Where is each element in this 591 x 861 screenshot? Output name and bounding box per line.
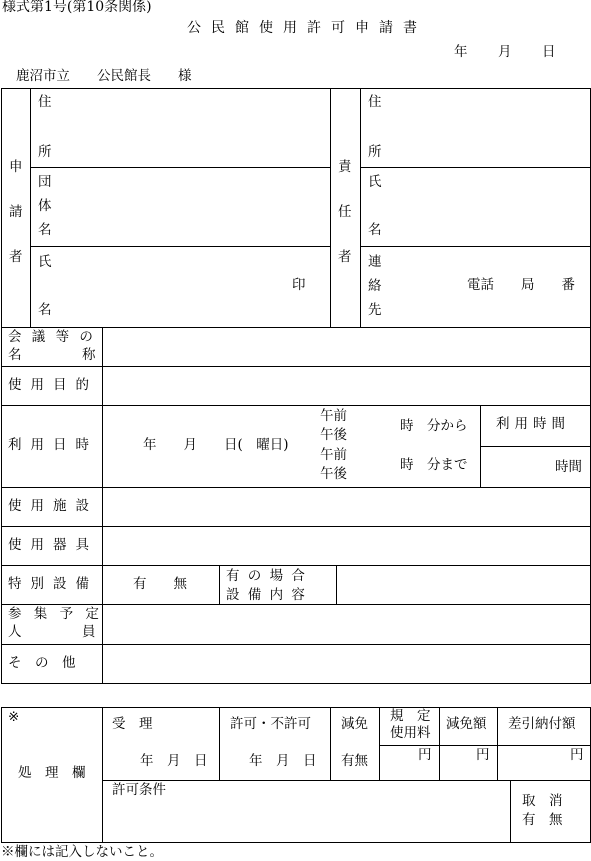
pm-1: 午後 — [320, 427, 347, 443]
reduction-yes-no[interactable]: 有無 — [341, 753, 368, 769]
attendees-field[interactable] — [106, 607, 586, 641]
responsible-contact-label-3: 先 — [368, 302, 382, 318]
attendees-label-2a: 人 — [8, 624, 22, 640]
if-yes-label-2: 設 備 内 容 — [226, 587, 307, 603]
fee-yen: 円 — [418, 747, 432, 763]
purpose-field[interactable] — [106, 369, 586, 402]
applicant-org-field[interactable] — [60, 170, 326, 242]
time-from: 時 分から — [400, 418, 468, 434]
permit-date: 年 月 日 — [249, 753, 317, 769]
date-fields: 年 月 日( 曜日) — [143, 437, 289, 453]
reduction-label: 減免 — [341, 716, 368, 732]
applicant-address-field[interactable] — [60, 92, 326, 164]
form-number: 様式第1号(第10条関係) — [2, 0, 152, 15]
date-day: 日 — [542, 44, 556, 60]
form-title: 公民館使用許可申請書 — [187, 20, 427, 36]
hours-unit: 時間 — [555, 459, 582, 475]
fee-label-1: 規 定 — [390, 708, 431, 724]
net-amount-label: 差引納付額 — [508, 716, 576, 732]
usage-hours-label: 利用時間 — [496, 416, 570, 432]
time-to: 時 分まで — [400, 457, 468, 473]
attendees-label-1: 参 集 予 定 — [8, 606, 103, 622]
responsible-name-label-2: 名 — [368, 222, 382, 238]
special-equipment-label: 特別設備 — [8, 576, 98, 592]
date-month: 月 — [498, 44, 512, 60]
date-year: 年 — [454, 44, 468, 60]
responsible-contact-label-1: 連 — [368, 254, 382, 270]
datetime-label: 利用日時 — [8, 437, 98, 453]
responsible-address-label-2: 所 — [368, 144, 382, 160]
meeting-name-field[interactable] — [106, 330, 586, 363]
applicant-name-field[interactable] — [60, 250, 286, 322]
special-yes-no[interactable]: 有 無 — [133, 576, 187, 592]
purpose-label: 使用目的 — [8, 377, 98, 393]
cancel-yes-no[interactable]: 有 無 — [522, 812, 563, 828]
responsible-contact-field[interactable] — [390, 250, 586, 322]
footer-note: ※欄には記入しないこと。 — [1, 844, 163, 860]
other-field[interactable] — [106, 647, 586, 681]
applicant-address-label-2: 所 — [38, 144, 52, 160]
responsible-contact-label-2: 絡 — [368, 278, 382, 294]
conditions-label: 許可条件 — [112, 782, 166, 798]
applicant-address-label-1: 住 — [38, 94, 52, 110]
cancel-label: 取 消 — [522, 793, 563, 809]
applicant-name-label-2: 名 — [38, 302, 52, 318]
applicant-side-label: 申 請 者 — [9, 159, 23, 265]
responsible-name-label-1: 氏 — [368, 174, 382, 190]
responsible-side-label: 責 任 者 — [338, 159, 352, 265]
phone-label: 電話 局 番 — [467, 277, 575, 293]
receipt-date: 年 月 日 — [140, 753, 208, 769]
responsible-address-label-1: 住 — [368, 94, 382, 110]
permit-label: 許可・不許可 — [230, 716, 311, 732]
receipt-label: 受 理 — [112, 716, 153, 732]
datetime-field[interactable] — [106, 408, 316, 484]
reduced-amount-yen: 円 — [476, 747, 490, 763]
processing-label: 処 理 欄 — [18, 765, 86, 781]
equipment-label: 使用器具 — [8, 537, 98, 553]
facility-label: 使用施設 — [8, 498, 98, 514]
applicant-org-label-1: 団 — [38, 174, 52, 190]
am-1: 午前 — [320, 408, 347, 424]
reduced-amount-label: 減免額 — [446, 716, 487, 732]
meeting-name-label-2a: 名 — [8, 347, 22, 363]
facility-field[interactable] — [106, 490, 586, 523]
special-equipment-field[interactable] — [340, 568, 586, 601]
responsible-address-field[interactable] — [390, 92, 586, 164]
meeting-name-label-2b: 称 — [82, 347, 96, 363]
responsible-name-field[interactable] — [390, 170, 586, 242]
other-label: そ の 他 — [8, 655, 76, 671]
seal-label: 印 — [292, 277, 306, 293]
addressee: 鹿沼市立 公民館長 様 — [16, 68, 192, 84]
am-2: 午前 — [320, 447, 347, 463]
pm-2: 午後 — [320, 466, 347, 482]
net-amount-yen: 円 — [570, 747, 584, 763]
hours-field[interactable] — [484, 450, 550, 484]
applicant-name-label-1: 氏 — [38, 254, 52, 270]
fee-label-2: 使用料 — [390, 725, 431, 741]
applicant-org-label-2: 体 — [38, 198, 52, 214]
meeting-name-label-1: 会 議 等 の — [8, 329, 96, 345]
attendees-label-2b: 員 — [82, 624, 96, 640]
equipment-field[interactable] — [106, 529, 586, 562]
applicant-org-label-3: 名 — [38, 222, 52, 238]
if-yes-label-1: 有 の 場 合 — [226, 568, 307, 584]
office-mark: ※ — [8, 709, 20, 725]
